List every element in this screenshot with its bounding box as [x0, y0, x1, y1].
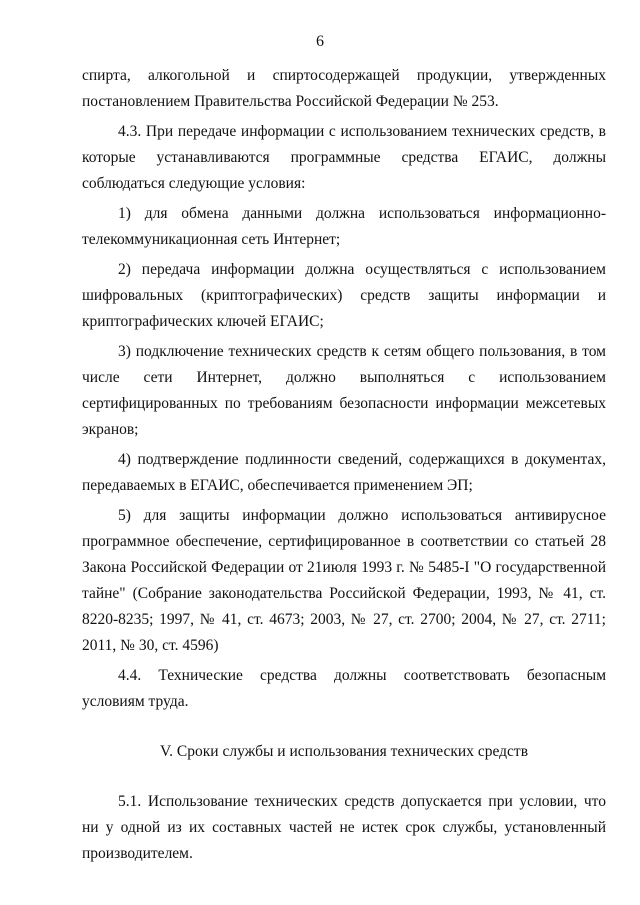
list-item-5: 5) для защиты информации должно использоваться антивирусное программное обеспечение, сертифицированное в соответствии со статьей 28 Закона Российской Федерации от 21июля 1993 г. № 5485-I "О государственной тайне" (Собрание законодательства Российской Федерации, 1993, № 41, ст. 8220-8235; 1997, № 41, ст. 4673; 2003, № 27, ст. 2700; 2004, № 27, ст. 2711; 2011, № 30, ст. 4596) [82, 507, 606, 654]
paragraph-continuation: спирта, алкогольной и спиртосодержащей продукции, утвержденных постановлением Правительства Российской Федерации № 253. [82, 67, 606, 110]
document-body [82, 63, 606, 867]
list-item-3: 3) подключение технических средств к сетям общего пользования, в том числе сети Интернет, должно выполняться с использованием сертифицированных по требованиям безопасности информации межсетевых экранов; [82, 343, 606, 438]
paragraph-4-3: 4.3. При передаче информации с использованием технических средств, в которые устанавливаются программные средства ЕГАИС, должны соблюдаться следующие условия: [82, 123, 606, 192]
list-item-4: 4) подтверждение подлинности сведений, содержащихся в документах, передаваемых в ЕГАИС, обеспечивается применением ЭП; [82, 451, 606, 494]
paragraph-5-1: 5.1. Использование технических средств допускается при условии, что ни у одной из их составных частей не истек срок службы, установленный производителем. [82, 793, 606, 862]
section-heading: V. Сроки службы и использования технических средств [159, 743, 529, 760]
list-item-2: 2) передача информации должна осуществляться с использованием шифровальных (криптографических) средств защиты информации и криптографических ключей ЕГАИС; [82, 261, 606, 330]
paragraph-4-4: 4.4. Технические средства должны соответствовать безопасным условиям труда. [82, 667, 606, 710]
page-number: 6 [316, 33, 324, 50]
list-item-1: 1) для обмена данными должна использоваться информационно-телекоммуникационная сеть Интернет; [82, 205, 606, 248]
